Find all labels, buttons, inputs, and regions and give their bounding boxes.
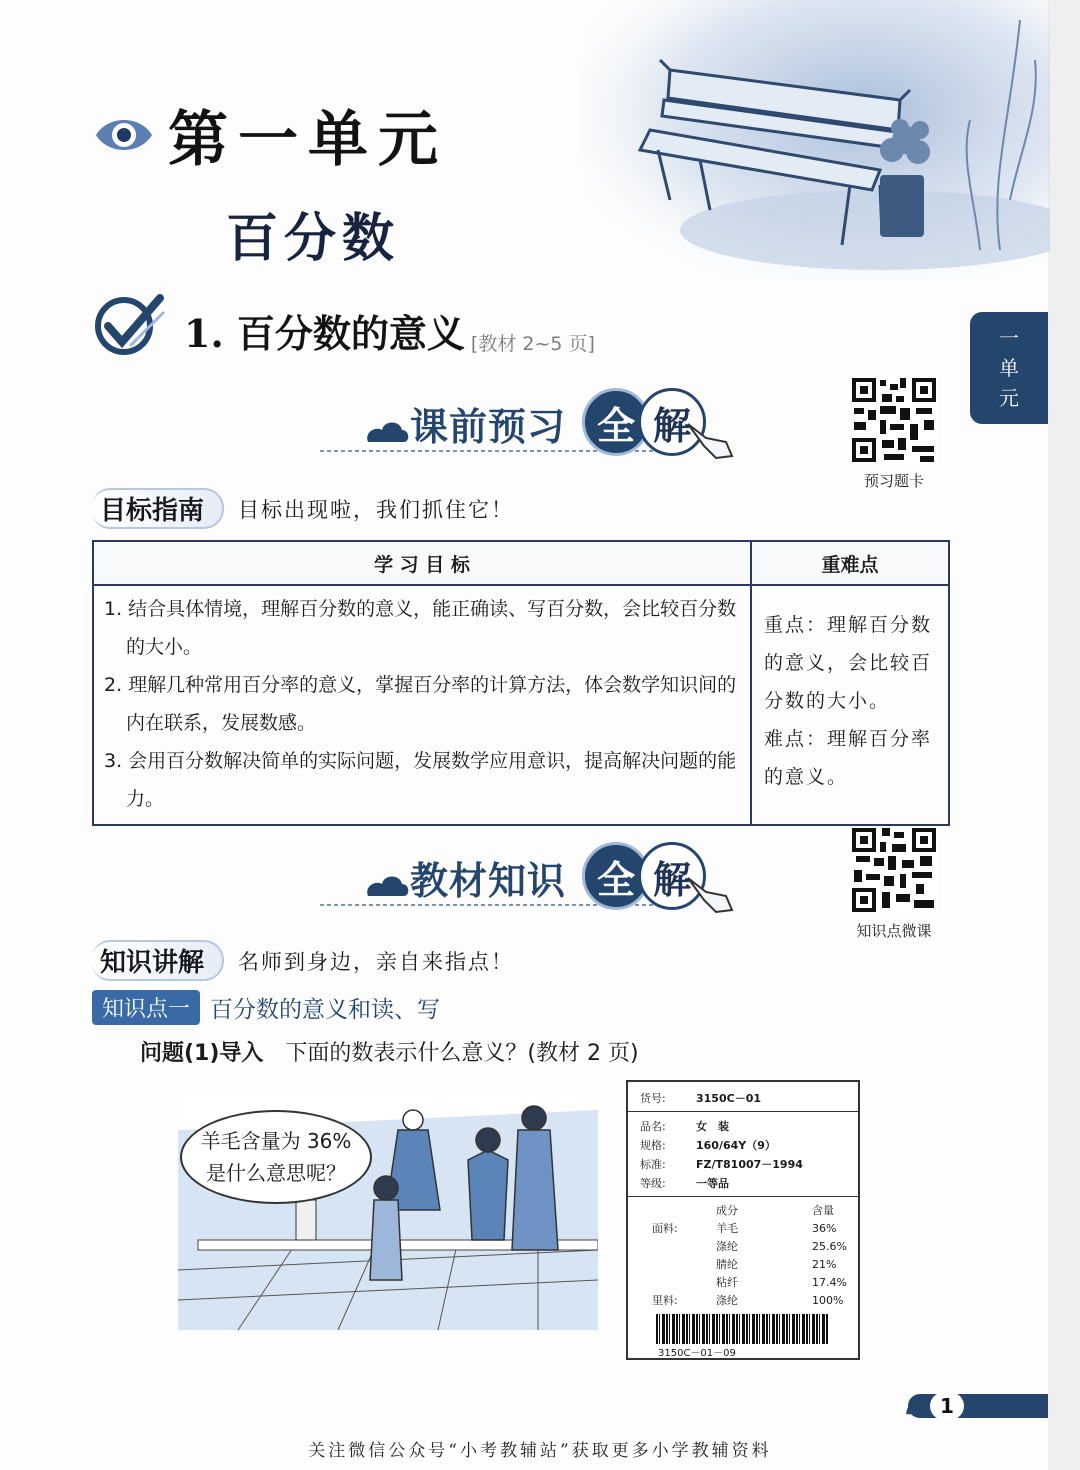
qr-label: 预习题卡 <box>863 472 924 490</box>
footer-note: 关注微信公众号“小考教辅站”获取更多小学教辅资料 <box>308 1441 772 1461</box>
label-field <box>628 1088 858 1107</box>
magnifier-hand-icon <box>686 420 736 460</box>
qr-code-preview[interactable] <box>850 376 938 464</box>
composition-row <box>628 1219 858 1237</box>
bench-illustration <box>580 0 1050 280</box>
goals-section-title: 目标指南 <box>92 488 224 529</box>
eye-icon <box>92 103 156 167</box>
composition-value: 17.4% <box>812 1275 847 1289</box>
composition-value: 36% <box>812 1221 837 1235</box>
goal-item: 3. 会用百分数解决简单的实际问题，发展数学应用意识，提高解决问题的能力。 <box>104 750 737 810</box>
composition-value: 21% <box>812 1257 837 1271</box>
label-field <box>628 1154 858 1173</box>
goals-section-header <box>92 488 514 529</box>
key-point: 重点：理解百分数的意义，会比较百分数的大小。 <box>764 614 933 712</box>
side-tab-char: 单 <box>999 356 1019 380</box>
question-row <box>140 1036 639 1067</box>
qr-code-microlesson[interactable] <box>850 826 938 914</box>
label-field <box>628 1135 858 1154</box>
label-field-key: 货号: <box>640 1091 666 1105</box>
qr-label: 知识点微课 <box>856 922 932 940</box>
label-field-value: 女 装 <box>696 1119 729 1133</box>
goals-section-note: 目标出现啦，我们抓住它！ <box>238 497 515 522</box>
label-field-value: FZ/T81007－1994 <box>696 1157 803 1171</box>
composition-value: 100% <box>812 1293 844 1307</box>
magnifier-hand-icon <box>686 874 736 914</box>
composition-row <box>628 1255 858 1273</box>
banner-badge: 解 <box>638 842 706 910</box>
goal-item: 1. 结合具体情境，理解百分数的意义，能正确读、写百分数，会比较百分数的大小。 <box>104 598 737 658</box>
composition-row <box>628 1237 858 1255</box>
composition-header <box>628 1201 858 1219</box>
composition-name: 腈纶 <box>716 1258 738 1271</box>
composition-row <box>628 1291 858 1309</box>
side-tab-char: 一 <box>999 326 1019 350</box>
composition-part: 里料: <box>652 1294 678 1307</box>
goals-column-header: 学 习 目 标 <box>93 541 751 585</box>
composition-header-name: 成分 <box>716 1204 738 1217</box>
bubble-line: 是什么意思呢？ <box>206 1161 346 1185</box>
label-field-key: 标准: <box>640 1157 666 1171</box>
label-field-key: 规格: <box>640 1138 666 1152</box>
label-field-key: 等级: <box>640 1176 666 1190</box>
goals-cell <box>93 585 751 825</box>
checkmark-icon <box>90 290 170 358</box>
composition-row <box>628 1273 858 1291</box>
barcode-number: 3150C－01－09 <box>658 1348 736 1359</box>
label-field-key: 品名: <box>640 1119 666 1133</box>
banner-badge: 全 <box>582 842 650 910</box>
label-divider <box>628 1111 858 1112</box>
lesson-ref: [教材 2~5 页] <box>470 333 595 355</box>
label-divider <box>628 1196 858 1197</box>
composition-header-value: 含量 <box>812 1204 834 1217</box>
label-field-value: 一等品 <box>696 1176 729 1190</box>
banner-badge: 全 <box>582 388 650 456</box>
composition-name: 涤纶 <box>716 1240 738 1253</box>
side-tab-char: 元 <box>999 386 1019 410</box>
cloud-icon <box>364 418 410 444</box>
composition-name: 涤纶 <box>716 1294 738 1307</box>
page-edge <box>1048 0 1080 1470</box>
textbook-banner <box>320 834 740 914</box>
page-number: 1 <box>930 1392 964 1420</box>
goal-item: 2. 理解几种常用百分率的意义，掌握百分率的计算方法，体会数学知识间的内在联系，发展数感。 <box>104 674 737 734</box>
garment-label <box>626 1080 860 1360</box>
knowledge-point-tag: 知识点一 <box>92 990 200 1025</box>
composition-name: 粘纤 <box>716 1276 738 1289</box>
knowledge-point-row <box>92 990 440 1025</box>
question-label: 问题(1)导入 <box>140 1041 264 1066</box>
banner-text: 教材知识 <box>410 859 567 903</box>
label-field-value: 160/64Y（9） <box>696 1138 776 1152</box>
label-field-value: 3150C－01 <box>696 1091 761 1105</box>
knowledge-section-title: 知识讲解 <box>92 940 224 981</box>
barcode <box>656 1314 828 1344</box>
label-field <box>628 1116 858 1135</box>
knowledge-section-note: 名师到身边，亲自来指点！ <box>238 949 515 974</box>
composition-name: 羊毛 <box>716 1222 738 1235</box>
lesson-title: 1. 百分数的意义 <box>184 311 465 356</box>
keys-column-header: 重难点 <box>751 541 949 585</box>
unit-side-tab <box>970 312 1048 424</box>
keys-cell <box>751 585 949 825</box>
banner-text: 课前预习 <box>410 405 567 449</box>
chapter-title: 百分数 <box>226 209 401 269</box>
goals-table <box>92 540 950 826</box>
banner-badge: 解 <box>638 388 706 456</box>
leaf-icon <box>904 1394 930 1418</box>
composition-value: 25.6% <box>812 1239 847 1253</box>
cloud-icon <box>364 872 410 898</box>
question-text: 下面的数表示什么意义？(教材 2 页) <box>285 1041 639 1066</box>
difficult-point: 难点：理解百分率的意义。 <box>764 728 933 788</box>
label-field <box>628 1173 858 1192</box>
knowledge-point-title: 百分数的意义和读、写 <box>210 997 441 1023</box>
unit-title: 第一单元 <box>168 105 448 175</box>
bubble-line: 羊毛含量为 36% <box>200 1129 352 1153</box>
knowledge-section-header <box>92 940 514 981</box>
preview-banner <box>320 380 740 460</box>
speech-bubble <box>180 1110 372 1204</box>
composition-part: 面料: <box>652 1222 678 1235</box>
